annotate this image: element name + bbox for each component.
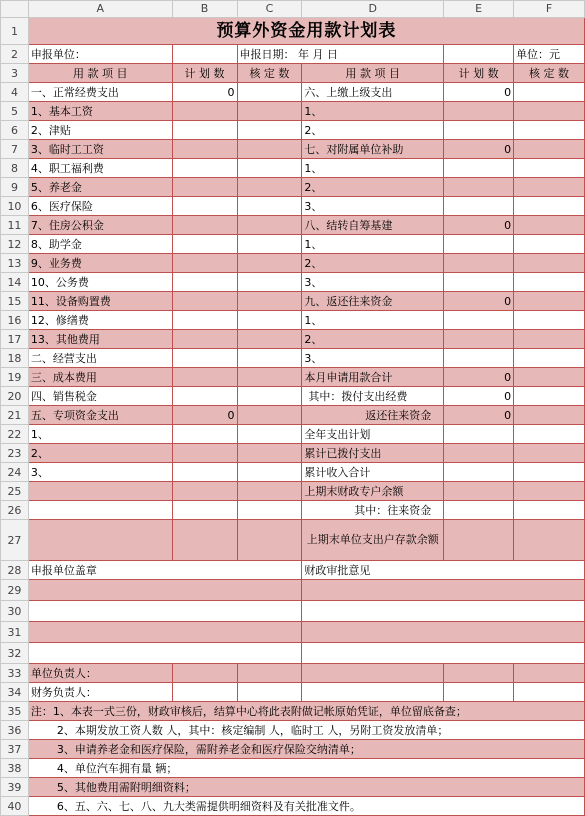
select-all-corner[interactable] bbox=[1, 1, 29, 18]
left-item-label[interactable]: 7、住房公积金 bbox=[28, 216, 172, 235]
row-header[interactable]: 1 bbox=[1, 18, 29, 45]
header-approved-right[interactable]: 核 定 数 bbox=[514, 64, 585, 83]
sheet-row bbox=[1, 721, 585, 740]
sheet-row bbox=[1, 235, 585, 254]
right-item-label[interactable]: 返还往来资金 bbox=[302, 406, 444, 425]
right-plan-value[interactable]: 0 bbox=[444, 406, 514, 425]
column-header-c[interactable]: C bbox=[237, 1, 302, 18]
left-item-label[interactable]: 1、 bbox=[28, 425, 172, 444]
cell[interactable] bbox=[302, 683, 444, 702]
row-header[interactable]: 35 bbox=[1, 702, 29, 721]
left-item-label[interactable]: 11、设备购置费 bbox=[28, 292, 172, 311]
sheet-row bbox=[1, 197, 585, 216]
left-item-label[interactable]: 3、临时工工资 bbox=[28, 140, 172, 159]
cell[interactable] bbox=[514, 482, 585, 501]
right-item-label[interactable]: 全年支出计划 bbox=[302, 425, 444, 444]
left-plan-value[interactable] bbox=[172, 254, 237, 273]
left-approved-value[interactable] bbox=[237, 368, 302, 387]
left-item-label[interactable]: 2、津贴 bbox=[28, 121, 172, 140]
cell[interactable] bbox=[172, 520, 237, 561]
left-approved-value[interactable] bbox=[237, 197, 302, 216]
cell[interactable] bbox=[28, 580, 302, 601]
sheet-row bbox=[1, 444, 585, 463]
right-approved-value[interactable] bbox=[514, 254, 585, 273]
sheet-row bbox=[1, 561, 585, 580]
right-approved-value[interactable] bbox=[514, 178, 585, 197]
unit-head-label[interactable]: 单位负责人： bbox=[28, 664, 172, 683]
cell[interactable] bbox=[28, 643, 302, 664]
left-item-label[interactable]: 2、 bbox=[28, 444, 172, 463]
left-plan-value[interactable] bbox=[172, 292, 237, 311]
right-approved-value[interactable] bbox=[514, 425, 585, 444]
left-item-label[interactable]: 9、业务费 bbox=[28, 254, 172, 273]
row-header[interactable]: 38 bbox=[1, 759, 29, 778]
right-plan-value[interactable] bbox=[444, 178, 514, 197]
right-item-label[interactable]: 六、上缴上级支出 bbox=[302, 83, 444, 102]
sheet-row bbox=[1, 406, 585, 425]
right-item-label[interactable]: 八、结转自筹基建 bbox=[302, 216, 444, 235]
right-item-label[interactable]: 2、 bbox=[302, 330, 444, 349]
left-approved-value[interactable] bbox=[237, 387, 302, 406]
column-header-b[interactable]: B bbox=[172, 1, 237, 18]
row-header[interactable]: 6 bbox=[1, 121, 29, 140]
cell[interactable] bbox=[28, 601, 302, 622]
left-plan-value[interactable] bbox=[172, 121, 237, 140]
cell[interactable] bbox=[514, 664, 585, 683]
header-item-right[interactable]: 用 款 项 目 bbox=[302, 64, 444, 83]
left-plan-value[interactable] bbox=[172, 159, 237, 178]
sheet-row bbox=[1, 425, 585, 444]
right-item-label[interactable]: 1、 bbox=[302, 102, 444, 121]
right-approved-value[interactable] bbox=[514, 292, 585, 311]
cell[interactable] bbox=[514, 520, 585, 561]
row-header[interactable]: 17 bbox=[1, 330, 29, 349]
column-header-row bbox=[1, 1, 585, 18]
left-plan-value[interactable] bbox=[172, 273, 237, 292]
left-item-label[interactable]: 12、修缮费 bbox=[28, 311, 172, 330]
left-plan-value[interactable] bbox=[172, 444, 237, 463]
left-approved-value[interactable] bbox=[237, 83, 302, 102]
row-header[interactable]: 40 bbox=[1, 797, 29, 816]
row-header[interactable]: 11 bbox=[1, 216, 29, 235]
row-header[interactable]: 4 bbox=[1, 83, 29, 102]
sheet-row bbox=[1, 463, 585, 482]
cell[interactable] bbox=[237, 683, 302, 702]
right-plan-value[interactable]: 0 bbox=[444, 292, 514, 311]
column-header-d[interactable]: D bbox=[302, 1, 444, 18]
right-item-label[interactable]: 累计已拨付支出 bbox=[302, 444, 444, 463]
right-item-label[interactable]: 七、对附属单位补助 bbox=[302, 140, 444, 159]
sheet-row bbox=[1, 702, 585, 721]
row-header[interactable]: 30 bbox=[1, 601, 29, 622]
left-item-label[interactable]: 8、助学金 bbox=[28, 235, 172, 254]
right-item-label[interactable]: 累计收入合计 bbox=[302, 463, 444, 482]
right-plan-value[interactable] bbox=[444, 444, 514, 463]
sheet-row bbox=[1, 387, 585, 406]
row-header[interactable]: 36 bbox=[1, 721, 29, 740]
sheet-row bbox=[1, 622, 585, 643]
sheet-row bbox=[1, 501, 585, 520]
cell[interactable] bbox=[302, 601, 585, 622]
right-plan-value[interactable] bbox=[444, 311, 514, 330]
header-plan-left[interactable]: 计 划 数 bbox=[172, 64, 237, 83]
reporting-date-label[interactable]: 申报日期： 年 月 日 bbox=[237, 45, 444, 64]
right-item-label[interactable]: 2、 bbox=[302, 121, 444, 140]
right-approved-value[interactable] bbox=[514, 349, 585, 368]
note-line: 3、申请养老金和医疗保险，需附养老金和医疗保险交纳清单； bbox=[28, 740, 584, 759]
left-item-label[interactable]: 3、 bbox=[28, 463, 172, 482]
right-plan-value[interactable]: 0 bbox=[444, 83, 514, 102]
left-item-label[interactable]: 13、其他费用 bbox=[28, 330, 172, 349]
column-header-f[interactable]: F bbox=[514, 1, 585, 18]
sheet-row bbox=[1, 778, 585, 797]
row-header[interactable]: 32 bbox=[1, 643, 29, 664]
row-header[interactable]: 15 bbox=[1, 292, 29, 311]
right-plan-value[interactable] bbox=[444, 330, 514, 349]
row-header[interactable]: 24 bbox=[1, 463, 29, 482]
left-plan-value[interactable]: 0 bbox=[172, 406, 237, 425]
right-item-label[interactable]: 3、 bbox=[302, 197, 444, 216]
row-header[interactable]: 3 bbox=[1, 64, 29, 83]
left-item-label[interactable]: 10、公务费 bbox=[28, 273, 172, 292]
right-item-label[interactable]: 3、 bbox=[302, 273, 444, 292]
cell[interactable] bbox=[444, 664, 514, 683]
row-header[interactable]: 20 bbox=[1, 387, 29, 406]
unit-label[interactable]: 单位：元 bbox=[514, 45, 585, 64]
sheet-row bbox=[1, 683, 585, 702]
cell[interactable] bbox=[172, 501, 237, 520]
cell[interactable] bbox=[237, 520, 302, 561]
right-item-label[interactable]: 本月申请用款合计 bbox=[302, 368, 444, 387]
cell[interactable] bbox=[28, 501, 172, 520]
row-header[interactable]: 33 bbox=[1, 664, 29, 683]
balance-label[interactable]: 上期末财政专户余额 bbox=[302, 482, 444, 501]
row-header[interactable]: 23 bbox=[1, 444, 29, 463]
right-approved-value[interactable] bbox=[514, 121, 585, 140]
sheet-row bbox=[1, 580, 585, 601]
left-plan-value[interactable] bbox=[172, 425, 237, 444]
sheet-row bbox=[1, 83, 585, 102]
note-line: 4、单位汽车拥有量 辆； bbox=[28, 759, 584, 778]
left-plan-value[interactable] bbox=[172, 197, 237, 216]
row-header[interactable]: 27 bbox=[1, 520, 29, 561]
right-approved-value[interactable] bbox=[514, 235, 585, 254]
right-item-label[interactable]: 1、 bbox=[302, 159, 444, 178]
cell[interactable] bbox=[172, 664, 237, 683]
sheet-row bbox=[1, 102, 585, 121]
row-header[interactable]: 10 bbox=[1, 197, 29, 216]
sheet-row bbox=[1, 311, 585, 330]
applicant-seal-label[interactable]: 申报单位盖章 bbox=[28, 561, 302, 580]
right-plan-value[interactable] bbox=[444, 425, 514, 444]
right-approved-value[interactable] bbox=[514, 140, 585, 159]
sheet-row bbox=[1, 330, 585, 349]
cell[interactable] bbox=[302, 580, 585, 601]
note-line: 5、其他费用需附明细资料； bbox=[28, 778, 584, 797]
sheet-row bbox=[1, 45, 585, 64]
left-item-label[interactable]: 4、职工福利费 bbox=[28, 159, 172, 178]
left-plan-value[interactable] bbox=[172, 368, 237, 387]
sheet-row bbox=[1, 759, 585, 778]
left-plan-value[interactable]: 0 bbox=[172, 83, 237, 102]
right-plan-value[interactable]: 0 bbox=[444, 140, 514, 159]
right-item-label[interactable]: 1、 bbox=[302, 235, 444, 254]
left-approved-value[interactable] bbox=[237, 121, 302, 140]
right-item-label[interactable]: 2、 bbox=[302, 254, 444, 273]
right-plan-value[interactable] bbox=[444, 273, 514, 292]
left-plan-value[interactable] bbox=[172, 349, 237, 368]
left-approved-value[interactable] bbox=[237, 425, 302, 444]
left-approved-value[interactable] bbox=[237, 349, 302, 368]
row-header[interactable]: 7 bbox=[1, 140, 29, 159]
right-plan-value[interactable] bbox=[444, 159, 514, 178]
note-line: 2、本期发放工资人数 人，其中：核定编制 人，临时工 人，另附工资发放清单； bbox=[28, 721, 584, 740]
cell[interactable] bbox=[237, 501, 302, 520]
right-approved-value[interactable] bbox=[514, 83, 585, 102]
cell[interactable] bbox=[28, 622, 302, 643]
right-plan-value[interactable]: 0 bbox=[444, 368, 514, 387]
sheet-row bbox=[1, 216, 585, 235]
right-approved-value[interactable] bbox=[514, 273, 585, 292]
right-item-label[interactable]: 九、返还往来资金 bbox=[302, 292, 444, 311]
left-approved-value[interactable] bbox=[237, 159, 302, 178]
right-item-label[interactable]: 其中：拨付支出经费 bbox=[302, 387, 444, 406]
sheet-row bbox=[1, 482, 585, 501]
row-header[interactable]: 31 bbox=[1, 622, 29, 643]
row-header[interactable]: 29 bbox=[1, 580, 29, 601]
right-approved-value[interactable] bbox=[514, 406, 585, 425]
left-plan-value[interactable] bbox=[172, 178, 237, 197]
left-approved-value[interactable] bbox=[237, 273, 302, 292]
header-approved-left[interactable]: 核 定 数 bbox=[237, 64, 302, 83]
sheet-row bbox=[1, 292, 585, 311]
row-header[interactable]: 19 bbox=[1, 368, 29, 387]
left-approved-value[interactable] bbox=[237, 216, 302, 235]
sheet-row bbox=[1, 643, 585, 664]
left-approved-value[interactable] bbox=[237, 254, 302, 273]
left-approved-value[interactable] bbox=[237, 235, 302, 254]
left-plan-value[interactable] bbox=[172, 140, 237, 159]
left-plan-value[interactable] bbox=[172, 311, 237, 330]
right-approved-value[interactable] bbox=[514, 330, 585, 349]
cell[interactable] bbox=[444, 45, 514, 64]
finance-head-label[interactable]: 财务负责人： bbox=[28, 683, 172, 702]
sheet-title[interactable]: 预算外资金用款计划表 bbox=[28, 18, 584, 45]
column-header-e[interactable]: E bbox=[444, 1, 514, 18]
sheet-row bbox=[1, 178, 585, 197]
right-plan-value[interactable] bbox=[444, 463, 514, 482]
row-header[interactable]: 25 bbox=[1, 482, 29, 501]
row-header[interactable]: 34 bbox=[1, 683, 29, 702]
header-plan-right[interactable]: 计 划 数 bbox=[444, 64, 514, 83]
cell[interactable] bbox=[444, 501, 514, 520]
sheet-row bbox=[1, 601, 585, 622]
cell[interactable] bbox=[514, 501, 585, 520]
left-item-label[interactable]: 五、专项资金支出 bbox=[28, 406, 172, 425]
left-item-label[interactable]: 一、正常经费支出 bbox=[28, 83, 172, 102]
left-plan-value[interactable] bbox=[172, 330, 237, 349]
sheet-row bbox=[1, 64, 585, 83]
cell[interactable] bbox=[28, 482, 172, 501]
row-header[interactable]: 22 bbox=[1, 425, 29, 444]
right-approved-value[interactable] bbox=[514, 159, 585, 178]
cell[interactable] bbox=[237, 482, 302, 501]
sheet-row bbox=[1, 740, 585, 759]
left-item-label[interactable]: 5、养老金 bbox=[28, 178, 172, 197]
cell[interactable] bbox=[302, 664, 444, 683]
sheet-row bbox=[1, 368, 585, 387]
right-approved-value[interactable] bbox=[514, 216, 585, 235]
cell[interactable] bbox=[302, 643, 585, 664]
left-plan-value[interactable] bbox=[172, 216, 237, 235]
cell[interactable] bbox=[514, 683, 585, 702]
right-item-label[interactable]: 3、 bbox=[302, 349, 444, 368]
cell[interactable] bbox=[444, 520, 514, 561]
sheet-row bbox=[1, 273, 585, 292]
sheet-row bbox=[1, 159, 585, 178]
row-header[interactable]: 37 bbox=[1, 740, 29, 759]
right-approved-value[interactable] bbox=[514, 387, 585, 406]
reporting-unit-label[interactable]: 申报单位： bbox=[28, 45, 172, 64]
finance-approval-label[interactable]: 财政审批意见 bbox=[302, 561, 585, 580]
left-approved-value[interactable] bbox=[237, 178, 302, 197]
right-approved-value[interactable] bbox=[514, 463, 585, 482]
row-header[interactable]: 12 bbox=[1, 235, 29, 254]
left-plan-value[interactable] bbox=[172, 463, 237, 482]
note-line: 注：1、本表一式三份，财政审核后，结算中心将此表附做记帐原始凭证，单位留底备查； bbox=[28, 702, 584, 721]
sheet-row bbox=[1, 140, 585, 159]
right-plan-value[interactable] bbox=[444, 349, 514, 368]
left-item-label[interactable]: 1、基本工资 bbox=[28, 102, 172, 121]
row-header[interactable]: 21 bbox=[1, 406, 29, 425]
row-header[interactable]: 39 bbox=[1, 778, 29, 797]
right-plan-value[interactable] bbox=[444, 254, 514, 273]
cell[interactable] bbox=[28, 520, 172, 561]
row-header[interactable]: 5 bbox=[1, 102, 29, 121]
left-item-label[interactable]: 6、医疗保险 bbox=[28, 197, 172, 216]
right-item-label[interactable]: 1、 bbox=[302, 311, 444, 330]
right-approved-value[interactable] bbox=[514, 311, 585, 330]
left-plan-value[interactable] bbox=[172, 102, 237, 121]
right-approved-value[interactable] bbox=[514, 368, 585, 387]
left-plan-value[interactable] bbox=[172, 235, 237, 254]
row-header[interactable]: 16 bbox=[1, 311, 29, 330]
balance-label[interactable]: 其中：往来资金 bbox=[302, 501, 444, 520]
left-approved-value[interactable] bbox=[237, 444, 302, 463]
right-item-label[interactable]: 2、 bbox=[302, 178, 444, 197]
note-line: 6、五、六、七、八、九大类需提供明细资料及有关批准文件。 bbox=[28, 797, 584, 816]
left-approved-value[interactable] bbox=[237, 311, 302, 330]
right-plan-value[interactable] bbox=[444, 121, 514, 140]
right-plan-value[interactable]: 0 bbox=[444, 387, 514, 406]
sheet-row bbox=[1, 18, 585, 45]
column-header-a[interactable]: A bbox=[28, 1, 172, 18]
left-approved-value[interactable] bbox=[237, 463, 302, 482]
right-plan-value[interactable] bbox=[444, 197, 514, 216]
cell[interactable] bbox=[444, 482, 514, 501]
left-approved-value[interactable] bbox=[237, 406, 302, 425]
left-approved-value[interactable] bbox=[237, 140, 302, 159]
right-plan-value[interactable] bbox=[444, 102, 514, 121]
sheet-row bbox=[1, 254, 585, 273]
row-header[interactable]: 28 bbox=[1, 561, 29, 580]
right-plan-value[interactable]: 0 bbox=[444, 216, 514, 235]
sheet-row bbox=[1, 349, 585, 368]
left-item-label[interactable]: 四、销售税金 bbox=[28, 387, 172, 406]
left-plan-value[interactable] bbox=[172, 387, 237, 406]
balance-label[interactable]: 上期末单位支出户存款余额 bbox=[302, 520, 444, 561]
sheet-row bbox=[1, 121, 585, 140]
row-header[interactable]: 9 bbox=[1, 178, 29, 197]
header-item-left[interactable]: 用 款 项 目 bbox=[28, 64, 172, 83]
sheet-row bbox=[1, 520, 585, 561]
cell[interactable] bbox=[237, 664, 302, 683]
sheet-row bbox=[1, 664, 585, 683]
row-header[interactable]: 14 bbox=[1, 273, 29, 292]
cell[interactable] bbox=[172, 45, 237, 64]
row-header[interactable]: 18 bbox=[1, 349, 29, 368]
cell[interactable] bbox=[444, 683, 514, 702]
right-plan-value[interactable] bbox=[444, 235, 514, 254]
right-approved-value[interactable] bbox=[514, 102, 585, 121]
left-item-label[interactable]: 二、经营支出 bbox=[28, 349, 172, 368]
right-approved-value[interactable] bbox=[514, 444, 585, 463]
row-header[interactable]: 26 bbox=[1, 501, 29, 520]
left-approved-value[interactable] bbox=[237, 102, 302, 121]
cell[interactable] bbox=[302, 622, 585, 643]
row-header[interactable]: 8 bbox=[1, 159, 29, 178]
cell[interactable] bbox=[172, 482, 237, 501]
cell[interactable] bbox=[172, 683, 237, 702]
left-approved-value[interactable] bbox=[237, 330, 302, 349]
left-item-label[interactable]: 三、成本费用 bbox=[28, 368, 172, 387]
row-header[interactable]: 2 bbox=[1, 45, 29, 64]
left-approved-value[interactable] bbox=[237, 292, 302, 311]
right-approved-value[interactable] bbox=[514, 197, 585, 216]
row-header[interactable]: 13 bbox=[1, 254, 29, 273]
